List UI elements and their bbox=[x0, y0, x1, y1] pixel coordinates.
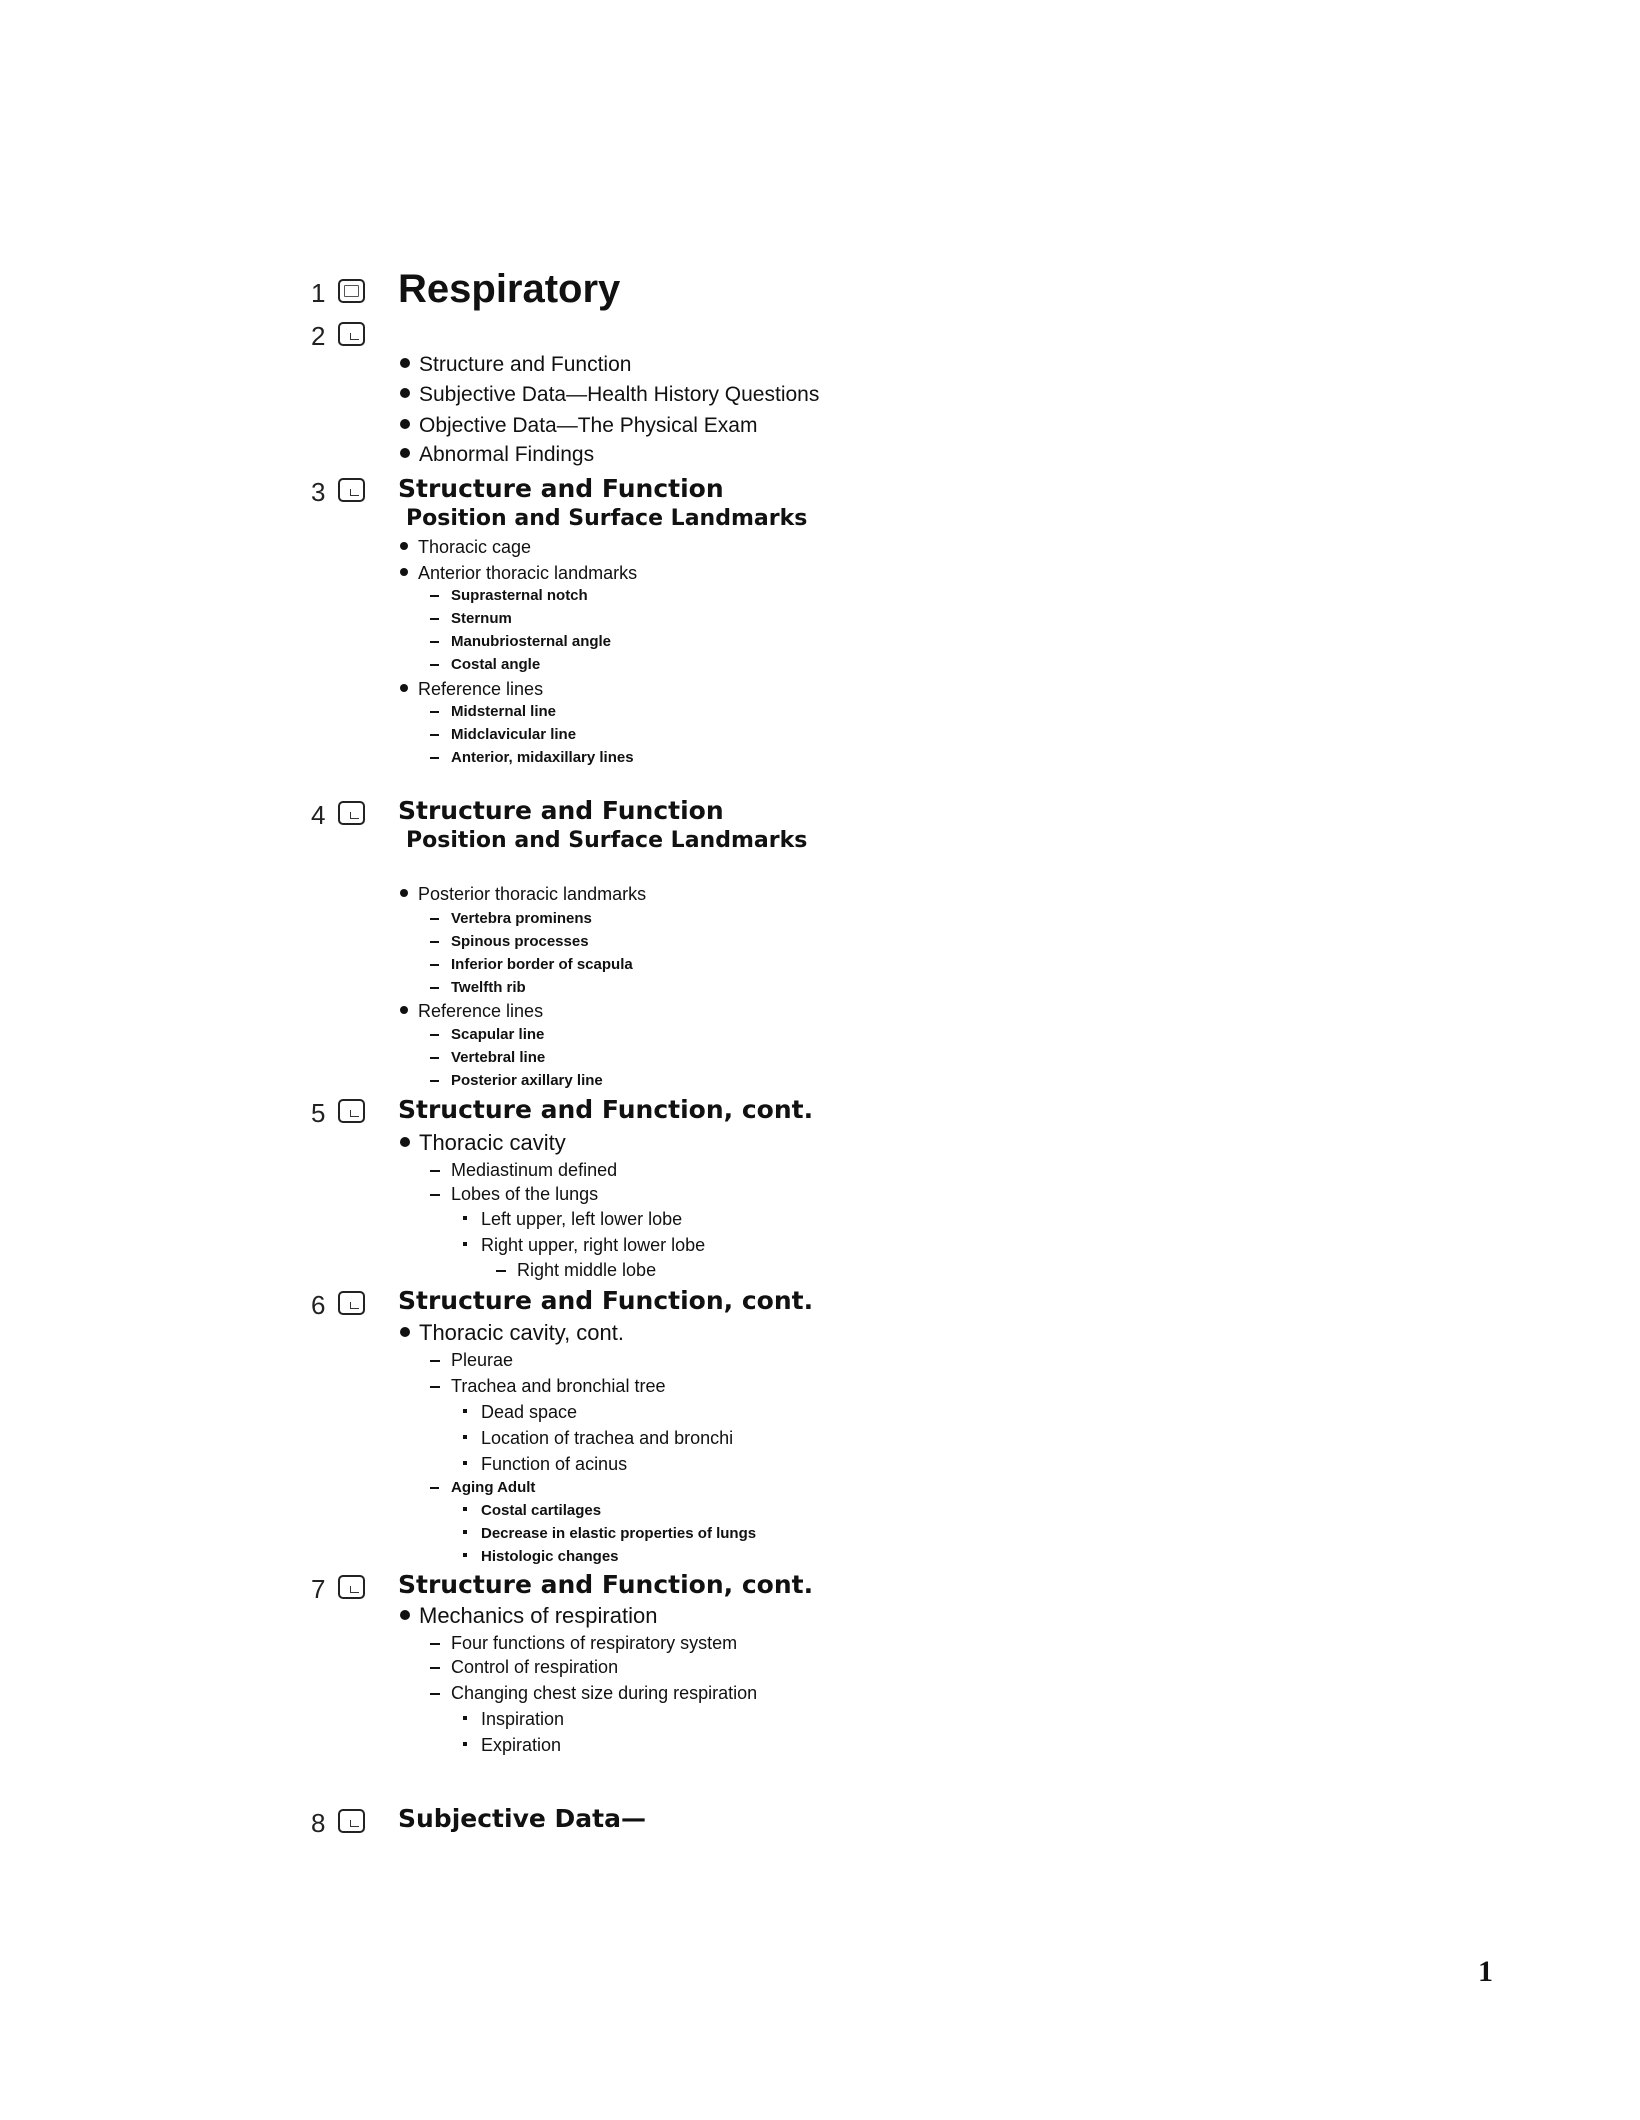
sub-bullet-item: Pleurae bbox=[430, 1350, 513, 1371]
slide-title: Subjective Data— bbox=[398, 1804, 646, 1833]
bullet-item: Thoracic cavity bbox=[400, 1130, 566, 1156]
slide-title: Structure and Function, cont. bbox=[398, 1286, 814, 1315]
slide-number: 4 bbox=[311, 800, 326, 830]
bullet-item: Reference lines bbox=[400, 1001, 543, 1022]
sub-sub-bullet-item: Right upper, right lower lobe bbox=[463, 1235, 705, 1256]
slide-subtitle: Position and Surface Landmarks bbox=[406, 506, 808, 531]
slide-number: 5 bbox=[311, 1098, 326, 1128]
bullet-item: Thoracic cavity, cont. bbox=[400, 1320, 624, 1346]
sub-bullet-item: Changing chest size during respiration bbox=[430, 1683, 757, 1704]
sub-bullet-item: Four functions of respiratory system bbox=[430, 1633, 737, 1654]
sub-bullet-item: Lobes of the lungs bbox=[430, 1184, 598, 1205]
sub-bullet-item: Vertebral line bbox=[430, 1049, 545, 1066]
slide-title: Structure and Function, cont. bbox=[398, 1570, 814, 1599]
sub-bullet-item: Vertebra prominens bbox=[430, 910, 592, 927]
bullet-item: Thoracic cage bbox=[400, 537, 531, 558]
slide-title: Structure and Function bbox=[398, 474, 724, 503]
sub-bullet-item: Anterior, midaxillary lines bbox=[430, 749, 634, 766]
slide-title: Respiratory bbox=[398, 267, 621, 311]
slide-thumbnail-icon[interactable] bbox=[338, 478, 365, 502]
bullet-item: Reference lines bbox=[400, 679, 543, 700]
bullet-item: Mechanics of respiration bbox=[400, 1603, 657, 1629]
sub-sub-bullet-item: Location of trachea and bronchi bbox=[463, 1428, 733, 1449]
sub-bullet-item: Posterior axillary line bbox=[430, 1072, 603, 1089]
slide-number: 1 bbox=[311, 278, 326, 308]
page-number: 1 bbox=[1478, 1955, 1493, 1988]
slide-thumbnail-icon[interactable] bbox=[338, 1575, 365, 1599]
sub-bullet-item: Control of respiration bbox=[430, 1657, 618, 1678]
bullet-item: Anterior thoracic landmarks bbox=[400, 563, 637, 584]
bullet-item: Structure and Function bbox=[400, 353, 631, 377]
sub-bullet-item: Mediastinum defined bbox=[430, 1160, 617, 1181]
bullet-item: Abnormal Findings bbox=[400, 443, 594, 467]
sub-bullet-item: Twelfth rib bbox=[430, 979, 526, 996]
sub-bullet-item: Aging Adult bbox=[430, 1479, 535, 1496]
sub-sub-bullet-item: Function of acinus bbox=[463, 1454, 627, 1475]
sub-bullet-item: Midsternal line bbox=[430, 703, 556, 720]
slide-number: 2 bbox=[311, 321, 326, 351]
sub-bullet-item: Scapular line bbox=[430, 1026, 544, 1043]
slide-thumbnail-icon[interactable] bbox=[338, 1291, 365, 1315]
slide-title: Structure and Function bbox=[398, 796, 724, 825]
sub-bullet-item: Suprasternal notch bbox=[430, 587, 588, 604]
slide-number: 8 bbox=[311, 1808, 326, 1838]
bullet-item: Posterior thoracic landmarks bbox=[400, 884, 646, 905]
slide-number: 6 bbox=[311, 1290, 326, 1320]
sub-sub-bullet-item: Inspiration bbox=[463, 1709, 564, 1730]
sub-bullet-item: Spinous processes bbox=[430, 933, 589, 950]
sub-bullet-item: Inferior border of scapula bbox=[430, 956, 633, 973]
bullet-item: Subjective Data—Health History Questions bbox=[400, 383, 819, 407]
slide-subtitle: Position and Surface Landmarks bbox=[406, 828, 808, 853]
slide-thumbnail-icon[interactable] bbox=[338, 279, 365, 303]
sub-sub-sub-bullet-item: Right middle lobe bbox=[496, 1260, 656, 1281]
sub-sub-bullet-item: Decrease in elastic properties of lungs bbox=[463, 1525, 756, 1542]
slide-number: 3 bbox=[311, 477, 326, 507]
sub-bullet-item: Midclavicular line bbox=[430, 726, 576, 743]
bullet-item: Objective Data—The Physical Exam bbox=[400, 414, 757, 438]
slide-number: 7 bbox=[311, 1574, 326, 1604]
sub-bullet-item: Trachea and bronchial tree bbox=[430, 1376, 665, 1397]
slide-thumbnail-icon[interactable] bbox=[338, 801, 365, 825]
slide-thumbnail-icon[interactable] bbox=[338, 1099, 365, 1123]
sub-bullet-item: Sternum bbox=[430, 610, 512, 627]
slide-thumbnail-icon[interactable] bbox=[338, 322, 365, 346]
sub-sub-bullet-item: Dead space bbox=[463, 1402, 577, 1423]
sub-bullet-item: Costal angle bbox=[430, 656, 540, 673]
sub-sub-bullet-item: Left upper, left lower lobe bbox=[463, 1209, 682, 1230]
slide-title: Structure and Function, cont. bbox=[398, 1095, 814, 1124]
slide-thumbnail-icon[interactable] bbox=[338, 1809, 365, 1833]
sub-bullet-item: Manubriosternal angle bbox=[430, 633, 611, 650]
sub-sub-bullet-item: Histologic changes bbox=[463, 1548, 619, 1565]
sub-sub-bullet-item: Costal cartilages bbox=[463, 1502, 601, 1519]
sub-sub-bullet-item: Expiration bbox=[463, 1735, 561, 1756]
